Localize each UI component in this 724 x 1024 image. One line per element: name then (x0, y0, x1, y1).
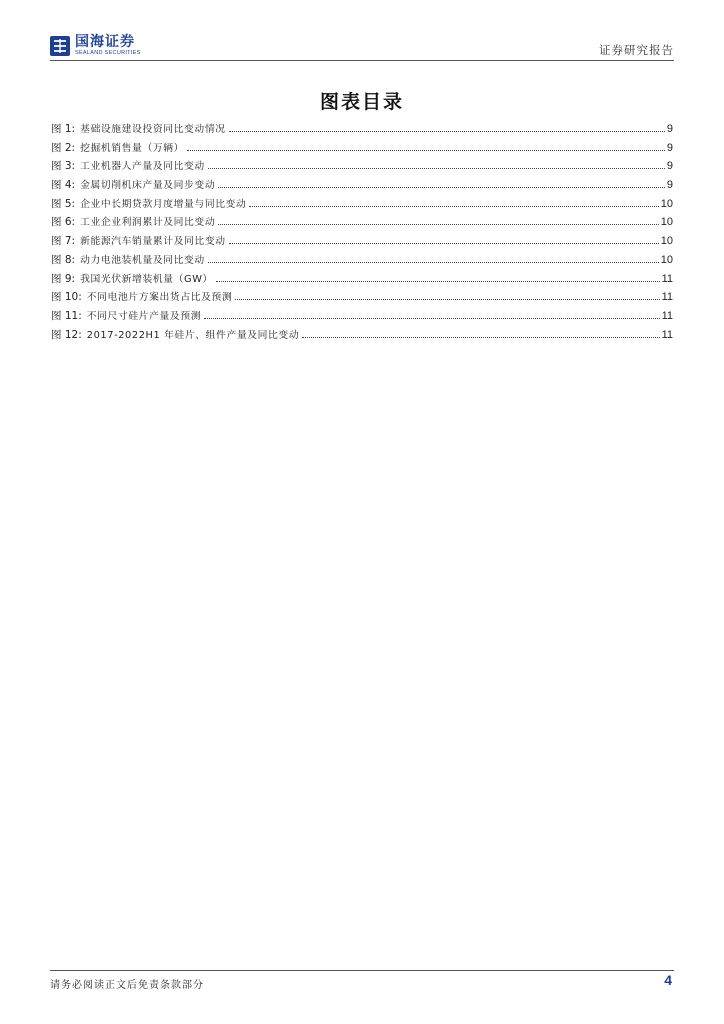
figure-label: 图 1: (51, 123, 76, 135)
figure-page-number: 10 (660, 216, 673, 229)
dot-leader (249, 206, 658, 207)
toc-entry[interactable] (51, 289, 673, 308)
figure-caption: 工业企业利润累计及同比变动 (80, 217, 216, 229)
logo-english-name: SEALAND SECURITIES (75, 50, 141, 57)
toc-entry[interactable] (51, 327, 673, 346)
figure-page-number: 9 (666, 141, 673, 154)
figure-label: 图 4: (51, 179, 76, 192)
logo-wordmark (75, 35, 141, 57)
figure-caption: 我国光伏新增装机量（GW） (80, 273, 213, 285)
toc-entry[interactable] (51, 196, 673, 215)
toc-entry[interactable] (51, 233, 673, 252)
figure-caption: 2017-2022H1 年硅片、组件产量及同比变动 (86, 329, 300, 341)
figure-caption: 不同尺寸硅片产量及预测 (86, 310, 202, 322)
dot-leader (208, 168, 665, 169)
figure-label: 图 7: (51, 235, 76, 248)
dot-leader (235, 299, 659, 300)
toc-entry[interactable] (51, 271, 673, 290)
disclaimer-text: 请务必阅读正文后免责条款部分 (50, 980, 204, 991)
figure-caption: 工业机器人产量及同比变动 (80, 161, 205, 173)
figure-page-number: 11 (661, 328, 673, 341)
figure-page-number: 11 (661, 272, 673, 285)
figure-label: 图 12: (51, 328, 82, 341)
figure-page-number: 11 (661, 309, 673, 322)
sealand-logo-icon (50, 36, 70, 56)
figure-label: 图 5: (51, 197, 76, 210)
figure-caption: 企业中长期贷款月度增量与同比变动 (80, 198, 247, 210)
toc-entry[interactable] (51, 121, 673, 140)
logo-chinese-name: 国海证券 (75, 34, 135, 51)
dot-leader (187, 150, 665, 151)
toc-entry[interactable] (51, 177, 673, 196)
company-logo (50, 33, 141, 59)
figure-page-number: 10 (660, 235, 673, 248)
figure-caption: 基础设施建设投资同比变动情况 (80, 124, 226, 135)
figure-label: 图 8: (51, 253, 76, 266)
dot-leader (302, 337, 659, 338)
figure-page-number: 9 (666, 123, 673, 135)
toc-entry[interactable] (51, 158, 673, 177)
page-header (50, 30, 674, 60)
figure-caption: 挖掘机销售量（万辆） (80, 142, 185, 154)
dot-leader (218, 187, 665, 188)
toc-entry[interactable] (51, 308, 673, 327)
figure-caption: 新能源汽车销量累计及同比变动 (80, 236, 226, 248)
figure-page-number: 11 (661, 291, 673, 304)
figure-label: 图 3: (51, 160, 76, 173)
figure-page-number: 9 (666, 160, 673, 173)
dot-leader (218, 224, 659, 225)
page-number: 4 (664, 972, 672, 988)
toc-title: 图表目录 (319, 91, 404, 113)
footer-divider (50, 970, 674, 971)
dot-leader (208, 262, 659, 263)
figure-caption: 金属切削机床产量及同步变动 (80, 180, 216, 192)
dot-leader (229, 243, 659, 244)
figure-caption: 不同电池片方案出货占比及预测 (86, 292, 233, 304)
toc-entry[interactable] (51, 252, 673, 271)
figure-label: 图 10: (51, 291, 82, 304)
figure-label: 图 2: (51, 141, 76, 154)
toc-entry[interactable] (51, 140, 673, 159)
figure-list (51, 121, 673, 345)
header-divider (50, 60, 674, 61)
report-type-label: 证券研究报告 (599, 43, 674, 57)
toc-entry[interactable] (51, 214, 673, 233)
figure-page-number: 10 (660, 253, 673, 266)
figure-label: 图 11: (51, 309, 82, 322)
dot-leader (204, 318, 659, 319)
figure-label: 图 6: (51, 216, 76, 229)
figure-page-number: 9 (666, 179, 673, 192)
dot-leader (216, 281, 660, 282)
figure-caption: 动力电池装机量及同比变动 (80, 254, 205, 266)
dot-leader (229, 131, 665, 132)
figure-page-number: 10 (660, 197, 673, 210)
figure-label: 图 9: (51, 272, 76, 285)
